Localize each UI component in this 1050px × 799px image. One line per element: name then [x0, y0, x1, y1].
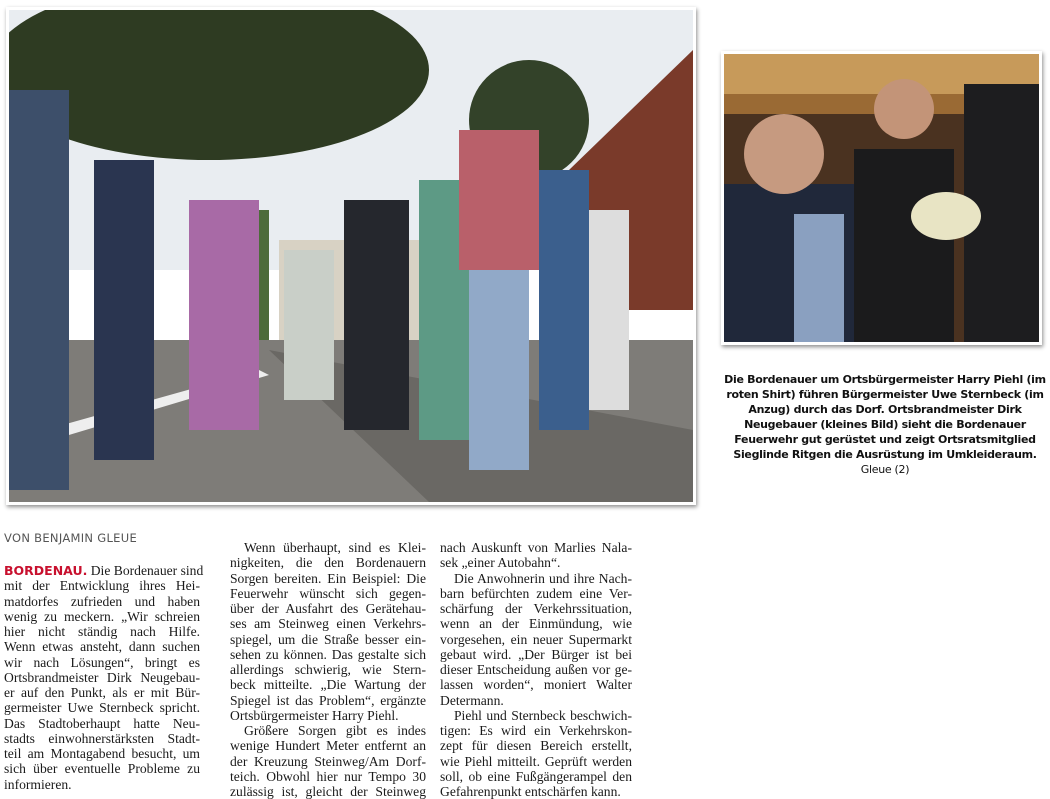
article-line: nigkeiten, die den Bordenauern	[230, 555, 426, 571]
article-line: Die Anwohnerin und ihre Nach-	[454, 570, 632, 586]
dateline: BORDENAU.	[4, 563, 88, 578]
article-line: über der Ausfahrt des Gerätehau-	[230, 601, 426, 616]
article-line: wenn an der Einmündung, wie	[440, 616, 632, 632]
article-line: informieren.	[4, 776, 72, 792]
article-line: wir nach Lösungen“, bringt es	[4, 654, 200, 670]
article-line: vorgesehen, ein neuer Supermarkt	[440, 631, 632, 647]
article-line: Größere Sorgen gibt es indes	[244, 723, 426, 738]
article-line: Wenn überhaupt, sind es Klei-	[244, 540, 426, 555]
article-text: Die Bordenauer sind	[87, 563, 204, 578]
article-column-3	[440, 540, 632, 799]
small-photo-fire-station	[721, 51, 1042, 345]
article-line: wenige Hundert Meter entfernt an	[230, 738, 426, 754]
article-line: dieser Entscheidung außen vor ge-	[440, 662, 632, 677]
article-line: gebaut wird. „Der Bürger ist bei	[440, 646, 632, 662]
article-line: Spiegel ist das Problem“, ergänzte	[230, 692, 426, 708]
article-line: allerdings schwierig, wie Stern-	[230, 662, 426, 677]
caption-line: Feuerwehr gut gerüstet und zeigt Ortsratsmitglied	[734, 433, 1036, 446]
article-line: stadts einwohnerstärksten Stadt-	[4, 730, 200, 746]
article-line: wenig zu meckern. „Wir schreien	[4, 608, 200, 624]
article-line: der Kreuzung Steinweg/Am Dorf-	[230, 753, 426, 769]
article-column-2	[230, 540, 426, 799]
article-line: Determann.	[440, 692, 504, 708]
article-line: mit der Entwicklung ihres Hei-	[4, 578, 200, 594]
article-line: schärfung der Verkehrssituation,	[440, 601, 632, 616]
article-line: Wenn etwas ansteht, dann suchen	[4, 639, 200, 655]
article-line: sek „einer Autobahn“.	[440, 555, 561, 571]
article-line: matdorfes zufrieden und haben	[4, 593, 200, 609]
article-line: teil am Montagabend besucht, um	[4, 746, 200, 761]
article-line: sehen zu können. Das gestalte sich	[230, 646, 426, 662]
caption-line: Die Bordenauer um Ortsbürgermeister Harry Piehl (im	[724, 373, 1046, 386]
article-line	[4, 563, 204, 578]
article-line: hier nicht ständig nach Hilfe.	[4, 624, 200, 639]
caption-line: Anzug) durch das Dorf. Ortsbrandmeister Dirk	[748, 403, 1022, 416]
main-photo-street-group	[6, 7, 696, 505]
article-line: zulässig ist, gleicht der Steinweg	[230, 784, 426, 799]
article-line: soll, ob eine Fußgängerampel den	[440, 768, 632, 784]
photo-credit: Gleue (2)	[860, 463, 910, 476]
article-column-1	[4, 527, 204, 792]
article-line: beck mitteilte. „Die Wartung der	[230, 677, 426, 693]
article-line: Ortsbürgermeister Harry Piehl.	[230, 707, 399, 723]
article-line: Gefahrenpunkt entschärfen kann.	[440, 784, 621, 799]
article-line: Sorgen bereiten. Ein Beispiel: Die	[230, 570, 426, 586]
article-line: er auf den Punkt, als er mit Bür-	[4, 685, 200, 700]
article-line: Piehl und Sternbeck beschwich-	[454, 707, 632, 723]
caption-line: Sieglinde Ritgen die Ausrüstung im Umkleideraum.	[733, 448, 1037, 461]
article-line: germeister Uwe Sternbeck spricht.	[4, 700, 200, 716]
article-line: ses am Steinweg einen Verkehrs-	[230, 616, 426, 632]
article-line: teich. Obwohl hier nur Tempo 30	[230, 768, 426, 784]
article-line: lassen worden“, moniert Walter	[440, 677, 632, 693]
article-line: sich über eventuelle Probleme zu	[4, 761, 200, 777]
article-line: zept für diesen Bereich erstellt,	[440, 738, 632, 754]
caption-line: roten Shirt) führen Bürgermeister Uwe Sternbeck (im	[726, 388, 1044, 401]
article-line: Ortsbrandmeister Dirk Neugebau-	[4, 669, 200, 685]
byline: VON BENJAMIN GLEUE	[4, 531, 138, 545]
caption-line: Neugebauer (kleines Bild) sieht die Bordenauer	[744, 418, 1026, 431]
article-line: Feuerwehr wünscht sich gegen-	[230, 585, 426, 601]
article-line: Das Stadtoberhaupt hatte Neu-	[4, 715, 200, 731]
article-line: spiegel, um die Straße besser ein-	[230, 631, 426, 647]
article-line: barn befürchten zudem eine Ver-	[440, 585, 632, 601]
article-line: nach Auskunft von Marlies Nala-	[440, 540, 632, 555]
article-line: wie Piehl mitteilt. Geprüft werden	[440, 753, 632, 769]
photo-caption	[718, 372, 1050, 477]
article-line: tigen: Es wird ein Verkehrskon-	[440, 723, 632, 738]
